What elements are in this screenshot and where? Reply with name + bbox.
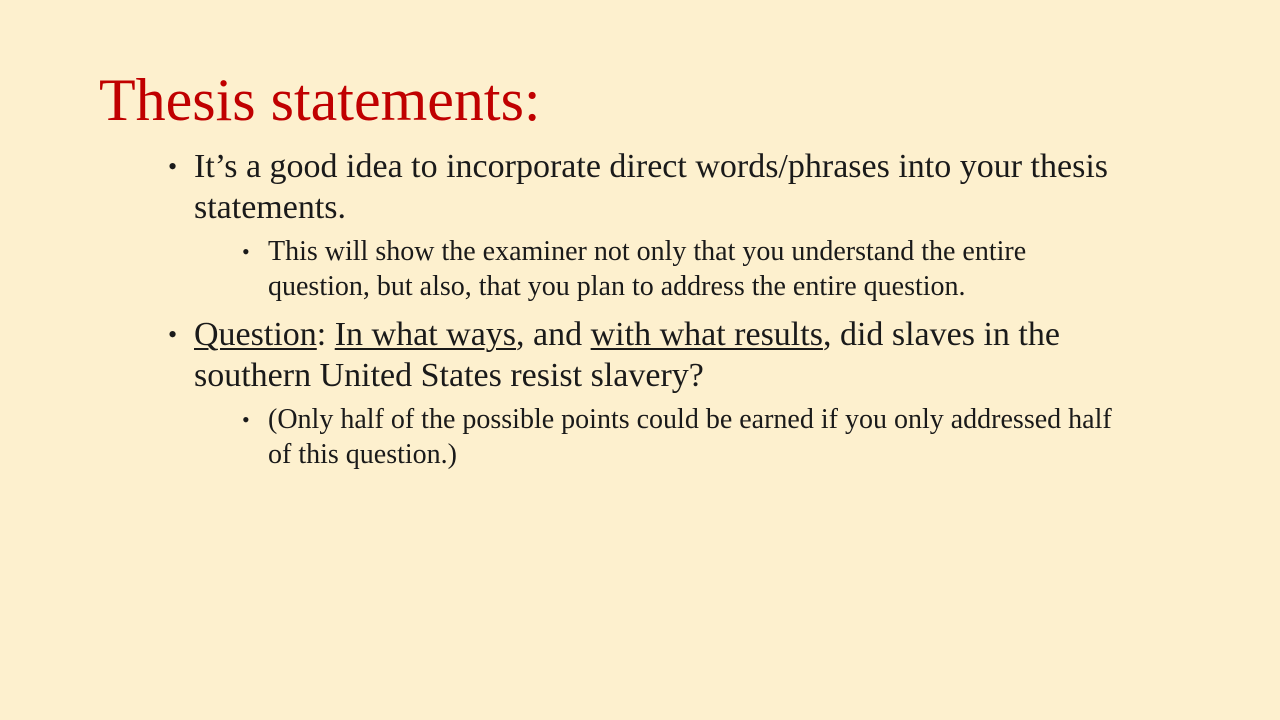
question-conjunction: , and — [516, 316, 591, 353]
sub-bullet-text: (Only half of the possible points could be earned if you only addressed half of this question.) — [268, 404, 1112, 470]
question-rest: , did slaves in the southern United States resist slavery? — [194, 316, 1060, 394]
sub-bullet-item — [242, 234, 1128, 304]
sub-bullet-list — [194, 234, 1128, 304]
sub-bullet-item — [242, 402, 1128, 472]
sub-bullet-list — [194, 402, 1128, 472]
bullet-item-question — [168, 314, 1128, 472]
slide-title: Thesis statements: — [99, 67, 541, 133]
bullet-list — [168, 146, 1128, 472]
bullet-text: It’s a good idea to incorporate direct words/phrases into your thesis statements. — [194, 148, 1108, 226]
question-label: Question — [194, 316, 317, 353]
question-phrase-ways: In what ways — [334, 316, 517, 353]
slide-content — [168, 146, 1128, 482]
question-colon: : — [316, 316, 335, 353]
bullet-item — [168, 146, 1128, 304]
sub-bullet-text: This will show the examiner not only that you understand the entire question, but also, that you plan to address the entire question. — [268, 236, 1027, 302]
question-phrase-results: with what results — [590, 316, 823, 353]
